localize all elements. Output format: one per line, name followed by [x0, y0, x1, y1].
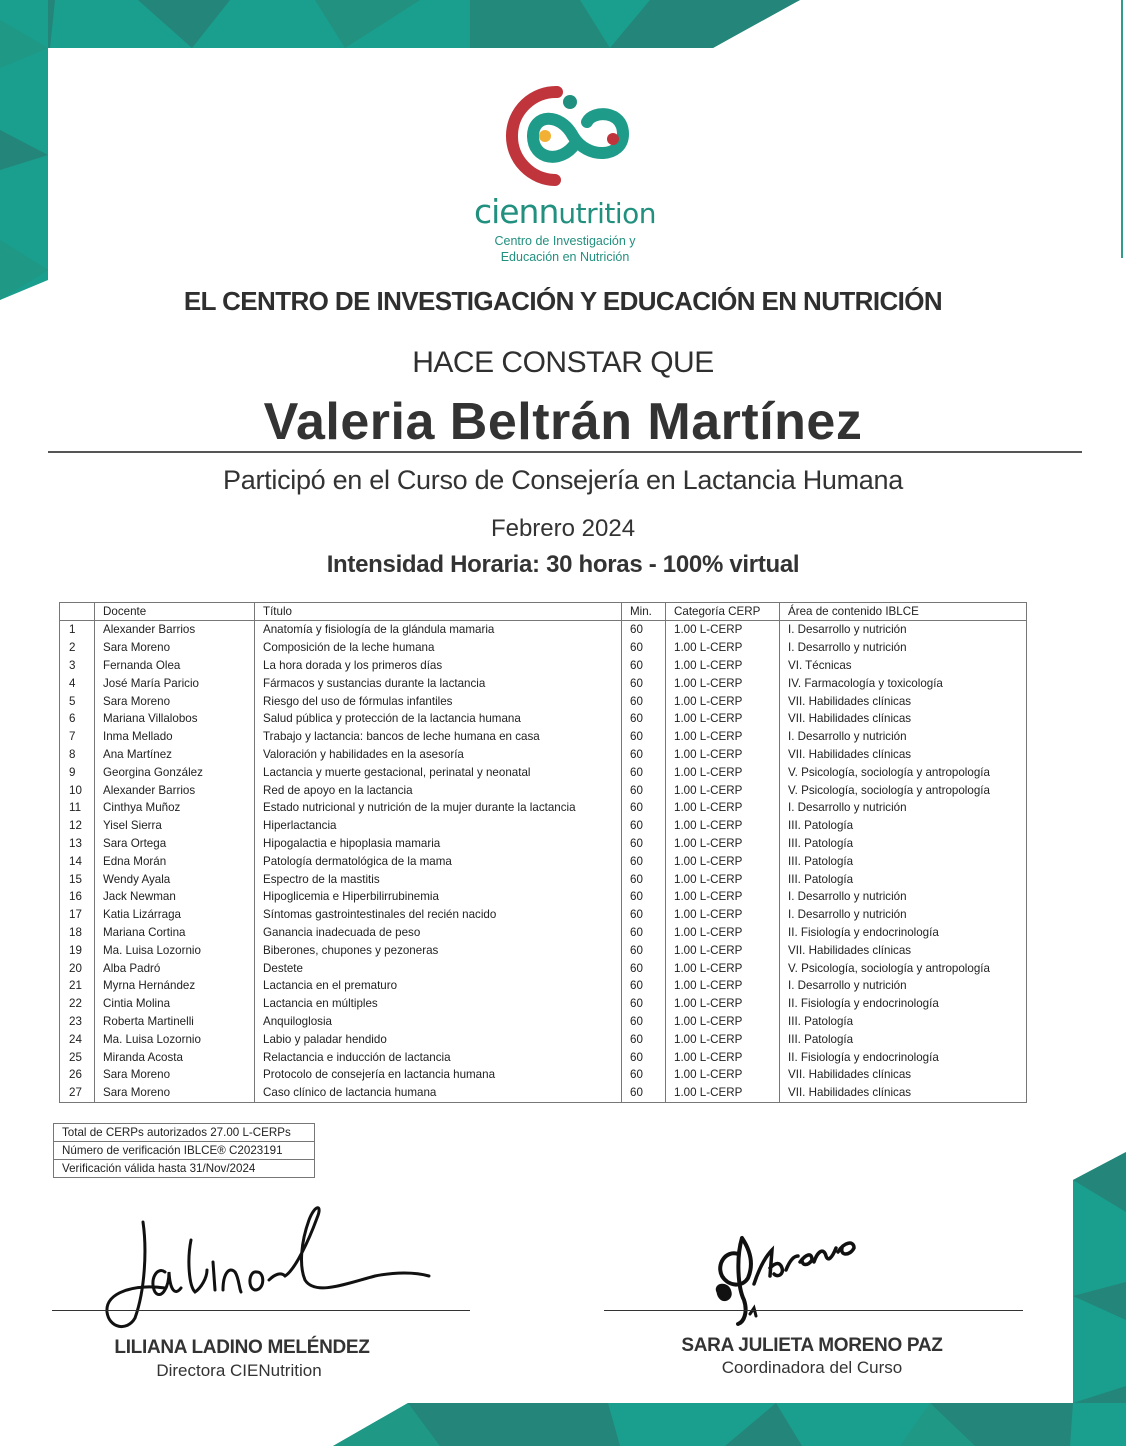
cell-titulo: Anatomía y fisiología de la glándula mamaria: [255, 621, 622, 639]
cell-iblce-area: VII. Habilidades clínicas: [780, 710, 1027, 728]
cerp-summary-box: [53, 1123, 315, 1178]
cell-titulo: Lactancia y muerte gestacional, perinatal y neonatal: [255, 763, 622, 781]
table-row: [60, 817, 1027, 835]
cell-iblce-area: I. Desarrollo y nutrición: [780, 728, 1027, 746]
table-row: [60, 799, 1027, 817]
cell-row-number: 18: [60, 924, 95, 942]
hace-constar-heading: HACE CONSTAR QUE: [412, 346, 714, 379]
cell-row-number: 16: [60, 888, 95, 906]
verification-number: Número de verificación IBLCE® C2023191: [54, 1142, 315, 1160]
table-header-row: [60, 603, 1027, 621]
cell-cerp-category: 1.00 L-CERP: [666, 906, 780, 924]
cell-row-number: 10: [60, 781, 95, 799]
courses-table: [59, 602, 1027, 1103]
cell-titulo: Salud pública y protección de la lactancia humana: [255, 710, 622, 728]
header-titulo: Título: [255, 603, 622, 621]
cell-cerp-category: 1.00 L-CERP: [666, 959, 780, 977]
cell-iblce-area: III. Patología: [780, 835, 1027, 853]
cell-titulo: La hora dorada y los primeros días: [255, 657, 622, 675]
cell-row-number: 24: [60, 1030, 95, 1048]
cell-row-number: 14: [60, 852, 95, 870]
header-min: Min.: [622, 603, 666, 621]
cell-cerp-category: 1.00 L-CERP: [666, 835, 780, 853]
cell-minutes: 60: [622, 1084, 666, 1102]
cell-cerp-category: 1.00 L-CERP: [666, 1030, 780, 1048]
cell-docente: Sara Moreno: [95, 1066, 255, 1084]
cell-iblce-area: I. Desarrollo y nutrición: [780, 639, 1027, 657]
cell-titulo: Valoración y habilidades en la asesoría: [255, 746, 622, 764]
cell-cerp-category: 1.00 L-CERP: [666, 870, 780, 888]
cell-cerp-category: 1.00 L-CERP: [666, 1048, 780, 1066]
cell-iblce-area: V. Psicología, sociología y antropología: [780, 959, 1027, 977]
cell-docente: Alexander Barrios: [95, 621, 255, 639]
cell-minutes: 60: [622, 817, 666, 835]
table-row: [60, 1048, 1027, 1066]
table-row: [60, 781, 1027, 799]
cell-cerp-category: 1.00 L-CERP: [666, 888, 780, 906]
signature-line-1: [52, 1310, 470, 1311]
table-row: [60, 746, 1027, 764]
cell-cerp-category: 1.00 L-CERP: [666, 728, 780, 746]
cell-docente: Katia Lizárraga: [95, 906, 255, 924]
cell-cerp-category: 1.00 L-CERP: [666, 941, 780, 959]
header-categoria: Categoría CERP: [666, 603, 780, 621]
cell-row-number: 23: [60, 1013, 95, 1031]
cell-cerp-category: 1.00 L-CERP: [666, 977, 780, 995]
table-row: [60, 710, 1027, 728]
table-row: [60, 959, 1027, 977]
cell-titulo: Composición de la leche humana: [255, 639, 622, 657]
cell-cerp-category: 1.00 L-CERP: [666, 799, 780, 817]
logo-brand-suffix: utrition: [558, 197, 657, 230]
cell-minutes: 60: [622, 657, 666, 675]
cell-docente: Alba Padró: [95, 959, 255, 977]
institution-title: EL CENTRO DE INVESTIGACIÓN Y EDUCACIÓN EN NUTRICIÓN: [183, 286, 943, 316]
cell-iblce-area: VII. Habilidades clínicas: [780, 746, 1027, 764]
cell-docente: Edna Morán: [95, 852, 255, 870]
cell-minutes: 60: [622, 639, 666, 657]
table-row: [60, 674, 1027, 692]
cell-titulo: Red de apoyo en la lactancia: [255, 781, 622, 799]
cell-iblce-area: V. Psicología, sociología y antropología: [780, 763, 1027, 781]
cell-iblce-area: I. Desarrollo y nutrición: [780, 799, 1027, 817]
cell-docente: Sara Ortega: [95, 835, 255, 853]
cell-minutes: 60: [622, 995, 666, 1013]
cell-docente: Wendy Ayala: [95, 870, 255, 888]
table-row: [60, 621, 1027, 639]
cell-cerp-category: 1.00 L-CERP: [666, 657, 780, 675]
cell-row-number: 12: [60, 817, 95, 835]
cell-row-number: 8: [60, 746, 95, 764]
cell-docente: Myrna Hernández: [95, 977, 255, 995]
cell-titulo: Biberones, chupones y pezoneras: [255, 941, 622, 959]
cell-cerp-category: 1.00 L-CERP: [666, 1013, 780, 1031]
signer-2-name: SARA JULIETA MORENO PAZ: [681, 1335, 943, 1356]
signature-ladino-icon: [95, 1200, 440, 1335]
table-row: [60, 763, 1027, 781]
cell-cerp-category: 1.00 L-CERP: [666, 995, 780, 1013]
table-row: [60, 906, 1027, 924]
cell-row-number: 15: [60, 870, 95, 888]
cell-row-number: 19: [60, 941, 95, 959]
cell-iblce-area: V. Psicología, sociología y antropología: [780, 781, 1027, 799]
cell-cerp-category: 1.00 L-CERP: [666, 692, 780, 710]
cell-minutes: 60: [622, 888, 666, 906]
table-row: [60, 924, 1027, 942]
cell-minutes: 60: [622, 1066, 666, 1084]
cell-titulo: Síntomas gastrointestinales del recién nacido: [255, 906, 622, 924]
cell-iblce-area: I. Desarrollo y nutrición: [780, 888, 1027, 906]
cell-docente: Fernanda Olea: [95, 657, 255, 675]
cell-iblce-area: I. Desarrollo y nutrición: [780, 977, 1027, 995]
table-row: [60, 941, 1027, 959]
table-row: [60, 692, 1027, 710]
cell-docente: José María Paricio: [95, 674, 255, 692]
cell-docente: Jack Newman: [95, 888, 255, 906]
logo-subtitle-line1: Centro de Investigación y: [494, 234, 636, 248]
cell-row-number: 21: [60, 977, 95, 995]
cell-iblce-area: II. Fisiología y endocrinología: [780, 995, 1027, 1013]
cell-minutes: 60: [622, 941, 666, 959]
cell-cerp-category: 1.00 L-CERP: [666, 817, 780, 835]
cell-docente: Cinthya Muñoz: [95, 799, 255, 817]
table-row: [60, 995, 1027, 1013]
cell-titulo: Patología dermatológica de la mama: [255, 852, 622, 870]
cell-minutes: 60: [622, 906, 666, 924]
cell-minutes: 60: [622, 746, 666, 764]
cell-cerp-category: 1.00 L-CERP: [666, 924, 780, 942]
total-cerps: Total de CERPs autorizados 27.00 L-CERPs: [54, 1124, 315, 1142]
cell-minutes: 60: [622, 763, 666, 781]
cell-docente: Mariana Villalobos: [95, 710, 255, 728]
cell-titulo: Caso clínico de lactancia humana: [255, 1084, 622, 1102]
signer-1-name: LILIANA LADINO MELÉNDEZ: [114, 1337, 370, 1358]
cell-cerp-category: 1.00 L-CERP: [666, 852, 780, 870]
cell-cerp-category: 1.00 L-CERP: [666, 639, 780, 657]
cell-row-number: 7: [60, 728, 95, 746]
table-row: [60, 888, 1027, 906]
cell-docente: Roberta Martinelli: [95, 1013, 255, 1031]
course-date: Febrero 2024: [490, 515, 636, 542]
logo-subtitle-line2: Educación en Nutrición: [500, 250, 630, 264]
cell-iblce-area: III. Patología: [780, 1013, 1027, 1031]
table-row: [60, 639, 1027, 657]
table-row: [60, 1084, 1027, 1102]
cell-iblce-area: III. Patología: [780, 1030, 1027, 1048]
cell-cerp-category: 1.00 L-CERP: [666, 710, 780, 728]
cell-titulo: Riesgo del uso de fórmulas infantiles: [255, 692, 622, 710]
cell-row-number: 9: [60, 763, 95, 781]
signer-2-role: Coordinadora del Curso: [721, 1358, 903, 1377]
cell-titulo: Estado nutricional y nutrición de la mujer durante la lactancia: [255, 799, 622, 817]
cell-iblce-area: IV. Farmacología y toxicología: [780, 674, 1027, 692]
cell-row-number: 17: [60, 906, 95, 924]
cell-minutes: 60: [622, 728, 666, 746]
cell-minutes: 60: [622, 959, 666, 977]
cell-row-number: 1: [60, 621, 95, 639]
cell-iblce-area: VII. Habilidades clínicas: [780, 1084, 1027, 1102]
cell-docente: Inma Mellado: [95, 728, 255, 746]
cell-docente: Miranda Acosta: [95, 1048, 255, 1066]
cell-titulo: Hipoglicemia e Hiperbilirrubinemia: [255, 888, 622, 906]
cell-titulo: Ganancia inadecuada de peso: [255, 924, 622, 942]
cell-docente: Ana Martínez: [95, 746, 255, 764]
cell-docente: Sara Moreno: [95, 639, 255, 657]
cell-iblce-area: VII. Habilidades clínicas: [780, 941, 1027, 959]
recipient-name: Valeria Beltrán Martínez: [263, 393, 863, 451]
cell-docente: Cintia Molina: [95, 995, 255, 1013]
cell-minutes: 60: [622, 870, 666, 888]
cell-row-number: 27: [60, 1084, 95, 1102]
cell-iblce-area: VI. Técnicas: [780, 657, 1027, 675]
signer-1-role: Directora CIENutrition: [156, 1361, 322, 1380]
cell-iblce-area: III. Patología: [780, 817, 1027, 835]
course-description: Participó en el Curso de Consejería en Lactancia Humana: [223, 465, 903, 495]
cell-minutes: 60: [622, 692, 666, 710]
cell-row-number: 2: [60, 639, 95, 657]
cell-docente: Ma. Luisa Lozornio: [95, 1030, 255, 1048]
cell-cerp-category: 1.00 L-CERP: [666, 1084, 780, 1102]
cienutrition-logo: [440, 84, 690, 269]
logo-brand-n: n: [538, 192, 559, 231]
cell-iblce-area: VII. Habilidades clínicas: [780, 1066, 1027, 1084]
cell-titulo: Anquiloglosia: [255, 1013, 622, 1031]
table-row: [60, 835, 1027, 853]
cell-row-number: 13: [60, 835, 95, 853]
cell-minutes: 60: [622, 1013, 666, 1031]
cell-titulo: Espectro de la mastitis: [255, 870, 622, 888]
cell-minutes: 60: [622, 835, 666, 853]
table-row: [60, 977, 1027, 995]
cell-cerp-category: 1.00 L-CERP: [666, 763, 780, 781]
cell-titulo: Relactancia e inducción de lactancia: [255, 1048, 622, 1066]
cell-docente: Alexander Barrios: [95, 781, 255, 799]
infinity-logo-icon: [495, 84, 645, 189]
cell-minutes: 60: [622, 621, 666, 639]
table-row: [60, 870, 1027, 888]
table-row: [60, 1066, 1027, 1084]
verification-valid-until: Verificación válida hasta 31/Nov/2024: [54, 1160, 315, 1178]
cell-minutes: 60: [622, 674, 666, 692]
table-row: [60, 1013, 1027, 1031]
cell-row-number: 20: [60, 959, 95, 977]
cell-cerp-category: 1.00 L-CERP: [666, 1066, 780, 1084]
cell-titulo: Fármacos y sustancias durante la lactancia: [255, 674, 622, 692]
cell-docente: Mariana Cortina: [95, 924, 255, 942]
table-row: [60, 657, 1027, 675]
cell-minutes: 60: [622, 1030, 666, 1048]
cell-titulo: Protocolo de consejería en lactancia humana: [255, 1066, 622, 1084]
cell-iblce-area: I. Desarrollo y nutrición: [780, 621, 1027, 639]
cell-cerp-category: 1.00 L-CERP: [666, 674, 780, 692]
cell-cerp-category: 1.00 L-CERP: [666, 746, 780, 764]
cell-iblce-area: I. Desarrollo y nutrición: [780, 906, 1027, 924]
cell-minutes: 60: [622, 781, 666, 799]
cell-row-number: 26: [60, 1066, 95, 1084]
cell-minutes: 60: [622, 852, 666, 870]
course-intensity: Intensidad Horaria: 30 horas - 100% virtual: [326, 551, 800, 578]
cell-docente: Ma. Luisa Lozornio: [95, 941, 255, 959]
cell-cerp-category: 1.00 L-CERP: [666, 621, 780, 639]
cell-row-number: 3: [60, 657, 95, 675]
header-docente: Docente: [95, 603, 255, 621]
cell-row-number: 4: [60, 674, 95, 692]
cell-row-number: 5: [60, 692, 95, 710]
header-number: [60, 603, 95, 621]
table-row: [60, 1030, 1027, 1048]
cell-iblce-area: III. Patología: [780, 852, 1027, 870]
cell-row-number: 25: [60, 1048, 95, 1066]
signature-line-2: [604, 1310, 1023, 1311]
table-row: [60, 728, 1027, 746]
cell-titulo: Hipogalactia e hipoplasia mamaria: [255, 835, 622, 853]
logo-wordmark: [440, 192, 690, 231]
cell-docente: Sara Moreno: [95, 692, 255, 710]
cell-minutes: 60: [622, 799, 666, 817]
cell-titulo: Lactancia en el prematuro: [255, 977, 622, 995]
logo-brand-prefix: cien: [473, 192, 539, 231]
cell-minutes: 60: [622, 924, 666, 942]
cell-row-number: 6: [60, 710, 95, 728]
recipient-underline: [48, 451, 1082, 453]
cell-titulo: Trabajo y lactancia: bancos de leche humana en casa: [255, 728, 622, 746]
table-body: [60, 621, 1027, 1103]
cell-titulo: Labio y paladar hendido: [255, 1030, 622, 1048]
cell-minutes: 60: [622, 977, 666, 995]
cell-row-number: 22: [60, 995, 95, 1013]
cell-iblce-area: VII. Habilidades clínicas: [780, 692, 1027, 710]
cell-iblce-area: II. Fisiología y endocrinología: [780, 924, 1027, 942]
cell-cerp-category: 1.00 L-CERP: [666, 781, 780, 799]
cell-docente: Sara Moreno: [95, 1084, 255, 1102]
cell-minutes: 60: [622, 710, 666, 728]
cell-titulo: Lactancia en múltiples: [255, 995, 622, 1013]
cell-iblce-area: III. Patología: [780, 870, 1027, 888]
header-area: Área de contenido IBLCE: [780, 603, 1027, 621]
cell-row-number: 11: [60, 799, 95, 817]
table-row: [60, 852, 1027, 870]
cell-titulo: Destete: [255, 959, 622, 977]
signature-moreno-icon: [708, 1228, 888, 1328]
cell-titulo: Hiperlactancia: [255, 817, 622, 835]
cell-minutes: 60: [622, 1048, 666, 1066]
cell-docente: Yisel Sierra: [95, 817, 255, 835]
cell-iblce-area: II. Fisiología y endocrinología: [780, 1048, 1027, 1066]
cell-docente: Georgina González: [95, 763, 255, 781]
